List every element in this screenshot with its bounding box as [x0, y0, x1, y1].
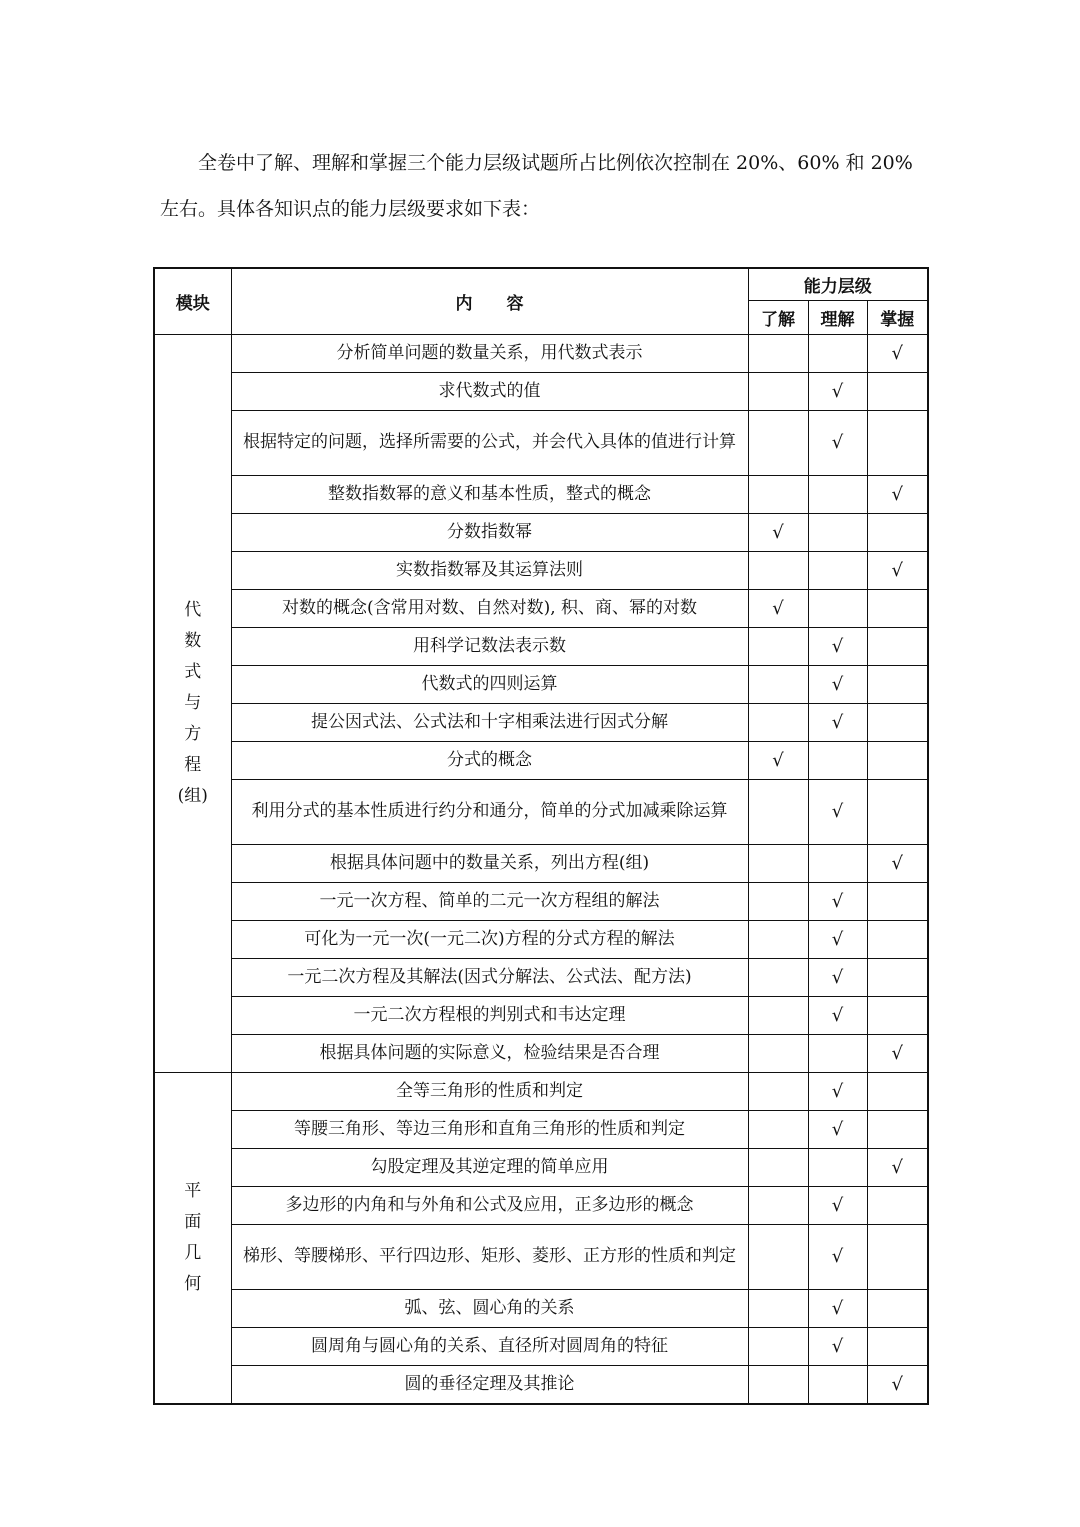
understand-cell: √ — [808, 703, 867, 741]
content-cell: 分析简单问题的数量关系，用代数式表示 — [231, 334, 748, 372]
content-cell: 等腰三角形、等边三角形和直角三角形的性质和判定 — [231, 1110, 748, 1148]
table-row — [154, 1034, 928, 1072]
know-cell — [748, 1148, 808, 1186]
master-cell — [867, 665, 928, 703]
know-cell — [748, 1224, 808, 1289]
intro-text: 全卷中了解、理解和掌握三个能力层级试题所占比例依次控制在 20%、60% 和 20%左右。具体各知识点的能力层级要求如下表： — [160, 152, 913, 220]
master-cell — [867, 1289, 928, 1327]
know-cell — [748, 1327, 808, 1365]
understand-cell: √ — [808, 1289, 867, 1327]
table-row — [154, 1365, 928, 1404]
understand-cell: √ — [808, 996, 867, 1034]
understand-cell — [808, 844, 867, 882]
table-row — [154, 410, 928, 475]
module-char: 平 — [184, 1180, 202, 1201]
master-cell — [867, 410, 928, 475]
understand-cell: √ — [808, 410, 867, 475]
content-cell: 分式的概念 — [231, 741, 748, 779]
understand-cell: √ — [808, 920, 867, 958]
master-cell: √ — [867, 475, 928, 513]
master-cell — [867, 589, 928, 627]
table-row — [154, 513, 928, 551]
know-cell — [748, 844, 808, 882]
header-understand: 理解 — [808, 300, 867, 334]
content-cell: 求代数式的值 — [231, 372, 748, 410]
table-row — [154, 882, 928, 920]
understand-cell: √ — [808, 958, 867, 996]
know-cell — [748, 627, 808, 665]
table-row — [154, 703, 928, 741]
understand-cell — [808, 475, 867, 513]
understand-cell — [808, 589, 867, 627]
module-cell — [154, 334, 231, 1072]
table-row — [154, 1110, 928, 1148]
content-cell: 对数的概念(含常用对数、自然对数), 积、商、幂的对数 — [231, 589, 748, 627]
content-cell: 弧、弦、圆心角的关系 — [231, 1289, 748, 1327]
header-ability-level: 能力层级 — [748, 268, 928, 300]
master-cell — [867, 958, 928, 996]
content-cell: 一元一次方程、简单的二元一次方程组的解法 — [231, 882, 748, 920]
know-cell — [748, 779, 808, 844]
know-cell — [748, 958, 808, 996]
master-cell — [867, 882, 928, 920]
master-cell — [867, 996, 928, 1034]
master-cell — [867, 1327, 928, 1365]
understand-cell: √ — [808, 1224, 867, 1289]
module-char: 与 — [184, 692, 202, 713]
know-cell — [748, 410, 808, 475]
master-cell: √ — [867, 844, 928, 882]
know-cell — [748, 1365, 808, 1404]
table-row — [154, 372, 928, 410]
content-cell: 利用分式的基本性质进行约分和通分，简单的分式加减乘除运算 — [231, 779, 748, 844]
content-cell: 可化为一元一次(一元二次)方程的分式方程的解法 — [231, 920, 748, 958]
table-row — [154, 1148, 928, 1186]
understand-cell: √ — [808, 1186, 867, 1224]
header-master: 掌握 — [867, 300, 928, 334]
know-cell — [748, 551, 808, 589]
content-cell: 用科学记数法表示数 — [231, 627, 748, 665]
understand-cell: √ — [808, 1072, 867, 1110]
master-cell — [867, 1110, 928, 1148]
master-cell — [867, 703, 928, 741]
understand-cell — [808, 1034, 867, 1072]
understand-cell: √ — [808, 779, 867, 844]
table-row — [154, 475, 928, 513]
understand-cell: √ — [808, 1327, 867, 1365]
content-cell: 勾股定理及其逆定理的简单应用 — [231, 1148, 748, 1186]
master-cell — [867, 513, 928, 551]
know-cell — [748, 920, 808, 958]
table-row — [154, 844, 928, 882]
know-cell — [748, 475, 808, 513]
understand-cell — [808, 551, 867, 589]
table-row — [154, 551, 928, 589]
content-cell: 根据具体问题的实际意义，检验结果是否合理 — [231, 1034, 748, 1072]
know-cell — [748, 334, 808, 372]
table-row — [154, 920, 928, 958]
content-cell: 圆周角与圆心角的关系、直径所对圆周角的特征 — [231, 1327, 748, 1365]
master-cell — [867, 372, 928, 410]
table-row — [154, 589, 928, 627]
master-cell — [867, 779, 928, 844]
table-row — [154, 627, 928, 665]
table-row — [154, 1289, 928, 1327]
master-cell: √ — [867, 1034, 928, 1072]
know-cell — [748, 996, 808, 1034]
table-row — [154, 1186, 928, 1224]
know-cell — [748, 372, 808, 410]
understand-cell: √ — [808, 627, 867, 665]
know-cell: √ — [748, 589, 808, 627]
master-cell — [867, 1072, 928, 1110]
know-cell — [748, 1289, 808, 1327]
master-cell — [867, 1186, 928, 1224]
master-cell: √ — [867, 551, 928, 589]
module-char: 何 — [184, 1273, 202, 1294]
understand-cell — [808, 1148, 867, 1186]
module-cell — [154, 1072, 231, 1404]
understand-cell — [808, 513, 867, 551]
know-cell — [748, 703, 808, 741]
master-cell — [867, 920, 928, 958]
know-cell: √ — [748, 513, 808, 551]
table-row — [154, 1327, 928, 1365]
know-cell: √ — [748, 741, 808, 779]
know-cell — [748, 665, 808, 703]
module-char: 几 — [184, 1242, 202, 1263]
content-cell: 实数指数幂及其运算法则 — [231, 551, 748, 589]
know-cell — [748, 1110, 808, 1148]
content-cell: 根据具体问题中的数量关系，列出方程(组) — [231, 844, 748, 882]
content-cell: 分数指数幂 — [231, 513, 748, 551]
understand-cell — [808, 334, 867, 372]
table-row — [154, 1072, 928, 1110]
module-char: 数 — [184, 630, 202, 651]
module-char: 程 — [184, 754, 202, 775]
table-row — [154, 1224, 928, 1289]
know-cell — [748, 882, 808, 920]
content-cell: 一元二次方程根的判别式和韦达定理 — [231, 996, 748, 1034]
master-cell — [867, 741, 928, 779]
module-char: 式 — [184, 661, 202, 682]
content-cell: 圆的垂径定理及其推论 — [231, 1365, 748, 1404]
content-cell: 梯形、等腰梯形、平行四边形、矩形、菱形、正方形的性质和判定 — [231, 1224, 748, 1289]
table-row — [154, 996, 928, 1034]
module-char: 方 — [184, 723, 202, 744]
content-cell: 全等三角形的性质和判定 — [231, 1072, 748, 1110]
content-cell: 提公因式法、公式法和十字相乘法进行因式分解 — [231, 703, 748, 741]
understand-cell — [808, 1365, 867, 1404]
master-cell: √ — [867, 1365, 928, 1404]
table-row — [154, 779, 928, 844]
module-char: 面 — [184, 1211, 202, 1232]
understand-cell: √ — [808, 1110, 867, 1148]
master-cell: √ — [867, 1148, 928, 1186]
module-char: 代 — [184, 599, 202, 620]
intro-paragraph — [160, 140, 930, 232]
header-content: 内 容 — [231, 268, 748, 334]
ability-level-table — [153, 267, 929, 1405]
module-char: (组) — [177, 785, 208, 806]
understand-cell: √ — [808, 882, 867, 920]
header-know: 了解 — [748, 300, 808, 334]
table-row — [154, 665, 928, 703]
header-module: 模块 — [154, 268, 231, 334]
content-cell: 代数式的四则运算 — [231, 665, 748, 703]
know-cell — [748, 1072, 808, 1110]
understand-cell: √ — [808, 665, 867, 703]
content-cell: 一元二次方程及其解法(因式分解法、公式法、配方法) — [231, 958, 748, 996]
table-row — [154, 334, 928, 372]
table-row — [154, 741, 928, 779]
master-cell — [867, 627, 928, 665]
understand-cell — [808, 741, 867, 779]
know-cell — [748, 1034, 808, 1072]
table-row — [154, 958, 928, 996]
content-cell: 根据特定的问题，选择所需要的公式，并会代入具体的值进行计算 — [231, 410, 748, 475]
content-cell: 整数指数幂的意义和基本性质，整式的概念 — [231, 475, 748, 513]
understand-cell: √ — [808, 372, 867, 410]
table-body — [154, 334, 928, 1404]
master-cell — [867, 1224, 928, 1289]
know-cell — [748, 1186, 808, 1224]
master-cell: √ — [867, 334, 928, 372]
content-cell: 多边形的内角和与外角和公式及应用，正多边形的概念 — [231, 1186, 748, 1224]
